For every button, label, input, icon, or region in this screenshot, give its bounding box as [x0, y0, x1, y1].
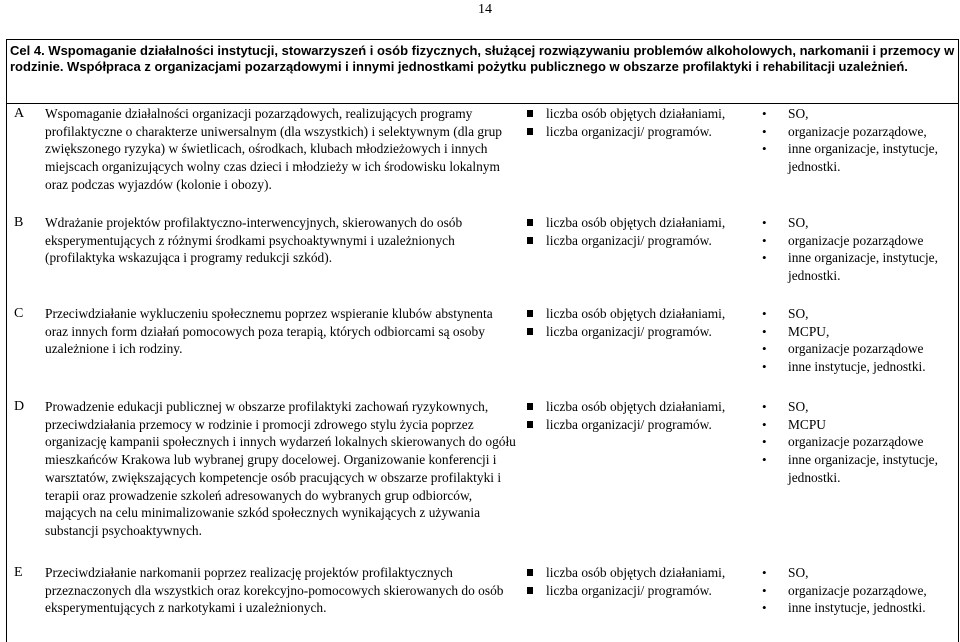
partner-item: • SO,: [758, 105, 958, 123]
partner-item: • inne organizacje, instytucje, jednostki.: [758, 140, 958, 175]
row-indicators: [524, 305, 739, 340]
partner-item: • organizacje pozarządowe,: [758, 582, 958, 600]
indicator-item: liczba osób objętych działaniami,: [524, 305, 739, 323]
partner-item: • organizacje pozarządowe: [758, 232, 958, 250]
indicator-item: liczba organizacji/ programów.: [524, 416, 739, 434]
indicator-item: liczba organizacji/ programów.: [524, 582, 739, 600]
row-indicators: [524, 564, 739, 599]
partner-item: • MCPU,: [758, 323, 958, 341]
row-indicators: [524, 105, 739, 140]
indicator-item: liczba osób objętych działaniami,: [524, 398, 739, 416]
row-description: Prowadzenie edukacji publicznej w obszarze profilaktyki zachowań ryzykownych, przeciwdziałania przemocy w rodzinie i promocji zdrowego stylu życia poprzez organizację kampanii społecznych i innych wydarzeń lokalnych skierowanych do ogółu mieszkańców Krakowa lub wybranej grupy docelowej. Organizowanie konferencji i warsztatów, zwiększających kompetencje osób pracujących w obszarze profilaktyki i terapii oraz prowadzenie szkoleń adresowanych do wybranych grup odbiorców, mających na celu minimalizowanie szkód społecznych wynikających z używania substancji psychoaktywnych.: [45, 399, 516, 538]
row-letter: D: [14, 399, 25, 414]
row-letter: A: [14, 106, 25, 121]
row-description: Przeciwdziałanie wykluczeniu społecznemu poprzez wspieranie klubów abstynenta oraz innych form działań pomocowych poza terapią, których odbiorcami są osoby uzależnione i ich rodziny.: [45, 306, 493, 357]
row-indicators: [524, 398, 739, 433]
partner-item: • organizacje pozarządowe: [758, 433, 958, 451]
indicator-item: liczba organizacji/ programów.: [524, 323, 739, 341]
partner-item: • inne instytucje, jednostki.: [758, 358, 958, 376]
partner-item: • SO,: [758, 305, 958, 323]
row-description: Wdrażanie projektów profilaktyczno-interwencyjnych, skierowanych do osób eksperymentujących z różnymi środkami psychoaktywnymi i uzależnionych (profilaktyka wskazująca i programy redukcji szkód).: [45, 215, 463, 266]
indicator-item: liczba organizacji/ programów.: [524, 123, 739, 141]
indicator-item: liczba osób objętych działaniami,: [524, 105, 739, 123]
partner-item: • SO,: [758, 214, 958, 232]
partner-item: • organizacje pozarządowe: [758, 340, 958, 358]
title-bottom-border: [6, 103, 959, 104]
indicator-item: liczba osób objętych działaniami,: [524, 214, 739, 232]
partner-item: • inne instytucje, jednostki.: [758, 599, 958, 617]
partner-item: • organizacje pozarządowe,: [758, 123, 958, 141]
table-right-border: [958, 39, 959, 642]
partner-item: • SO,: [758, 398, 958, 416]
row-partners: [758, 564, 958, 617]
partner-item: • SO,: [758, 564, 958, 582]
partner-item: • inne organizacje, instytucje, jednostki.: [758, 451, 958, 486]
indicator-item: liczba organizacji/ programów.: [524, 232, 739, 250]
row-partners: [758, 398, 958, 487]
indicator-item: liczba osób objętych działaniami,: [524, 564, 739, 582]
partner-item: • inne organizacje, instytucje, jednostki.: [758, 249, 958, 284]
row-letter: C: [14, 306, 24, 321]
goal-title: Cel 4. Wspomaganie działalności instytucji, stowarzyszeń i osób fizycznych, służącej rozwiązywaniu problemów alkoholowych, narkomanii i przemocy w rodzinie. Współpraca z organizacjami pozarządowymi i innymi jednostkami pożytku publicznego w obszarze profilaktyki i rehabilitacji uzależnień.: [10, 43, 955, 74]
row-indicators: [524, 214, 739, 249]
row-partners: [758, 214, 958, 285]
row-description: Przeciwdziałanie narkomanii poprzez realizację projektów profilaktycznych przeznaczonych dla wszystkich oraz korekcyjno-pomocowych skierowanych do osób eksperymentujących z narkotykami i uzależnionych.: [45, 565, 504, 616]
row-description: Wspomaganie działalności organizacji pozarządowych, realizujących programy profilaktyczne o charakterze uniwersalnym (dla wszystkich) i selektywnym (dla grup zwiększonego ryzyka) w świetlicach, ośrodkach, klubach młodzieżowych i innych miejscach organizujących wolny czas dzieci i młodzieży w ich środowisku lokalnym oraz podczas wyjazdów (kolonie i obozy).: [45, 106, 502, 192]
row-partners: [758, 305, 958, 376]
row-letter: B: [14, 215, 24, 230]
row-partners: [758, 105, 958, 176]
partner-item: • MCPU: [758, 416, 958, 434]
table-left-border: [6, 39, 7, 642]
table-top-border: [6, 39, 959, 40]
row-letter: E: [14, 565, 23, 580]
